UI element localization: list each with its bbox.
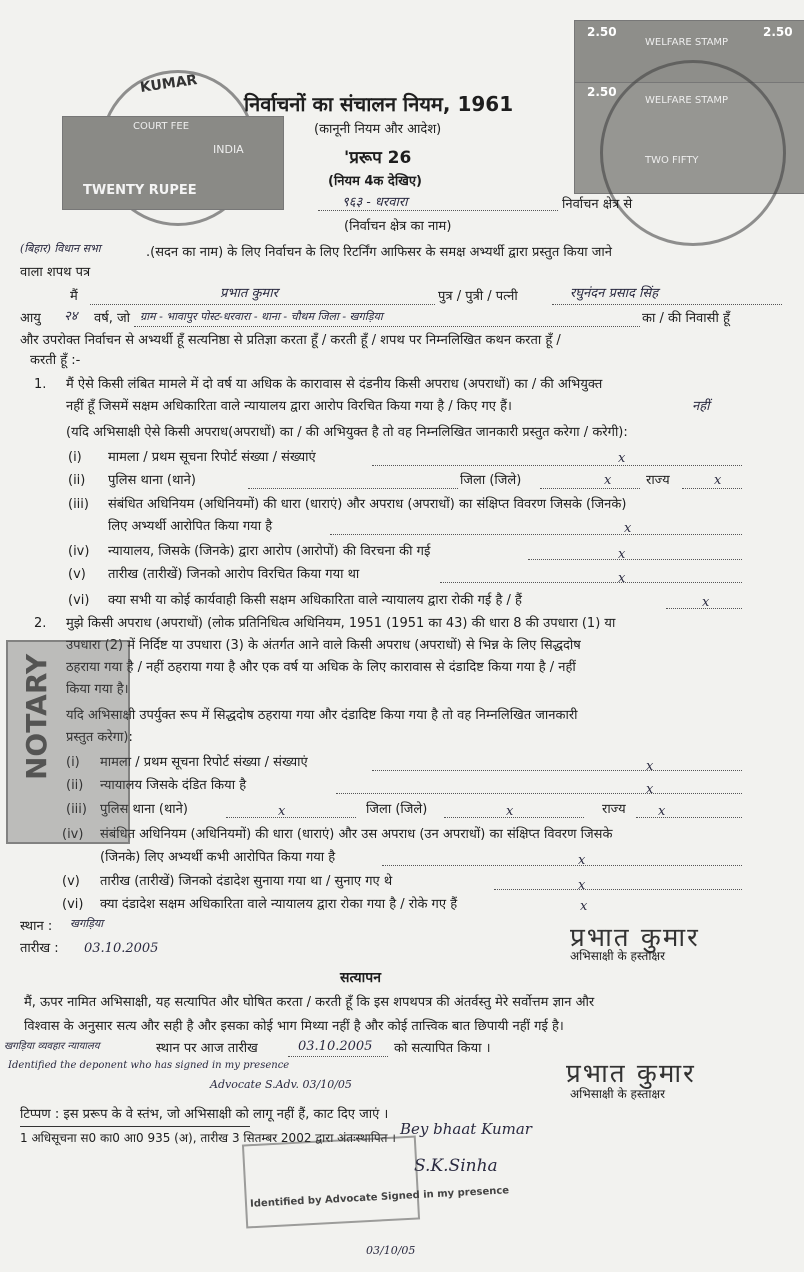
seal-name: KUMAR [139, 72, 199, 96]
para2-text3: ठहराया गया है / नहीं ठहराया गया है और एक वर्ष या अधिक के लिए कारावास से दंडादिष्ट किया गया है / नहीं [66, 660, 576, 675]
p1-i-num: (i) [68, 450, 82, 465]
para2-text2: उपधारा (2) में निर्दिष्ट या उपधारा (3) के अंतर्गत आने वाले किसी अपराध (अपराधों) से भिन्न के लिए सिद्धदोष [66, 638, 581, 653]
welfare-two: TWO FIFTY [645, 155, 699, 166]
para2-text6: प्रस्तुत करेगा): [66, 730, 133, 745]
court-fee-country: INDIA [213, 143, 244, 156]
verification-date: 03.10.2005 [298, 1039, 373, 1054]
p1-i-mark: x [618, 451, 626, 466]
relation-label: पुत्र / पुत्री / पत्नी [438, 289, 518, 304]
p2-i-mark: x [646, 759, 654, 774]
place-label: स्थान : [20, 919, 53, 934]
p2-iv-num: (iv) [62, 827, 84, 842]
p1-v-text: तारीख (तारीखें) जिनको आरोप विरचित किया गया था [108, 567, 360, 582]
p2-ii-line [336, 793, 742, 794]
identified-note: Identified the deponent who has signed in my presence [8, 1060, 290, 1071]
p2-iii-district: जिला (जिले) [366, 802, 428, 817]
constituency-label: (निर्वाचन क्षेत्र का नाम) [344, 219, 452, 234]
house-value: (बिहार) विधान सभा [20, 242, 101, 255]
signature-2-label: अभिसाक्षी के हस्ताक्षर [570, 1087, 665, 1101]
p1-ii-state: राज्य [646, 473, 670, 488]
address-value: ग्राम - भावापुर पोस्ट-धरवारा - थाना - चौथम जिला - खगड़िया [140, 310, 383, 323]
footer-footnote: 1 अधिसूचना स0 का0 आ0 935 (अ), तारीख 3 सितम्बर 2002 द्वारा अंतःस्थापित । [20, 1131, 396, 1145]
para2-text1: मुझे किसी अपराध (अपराधों) (लोक प्रतिनिधित्व अधिनियम, 1951 (1951 का 43) की धारा 8 की उपधारा (1) या [66, 616, 616, 631]
p2-i-text: मामला / प्रथम सूचना रिपोर्ट संख्या / संख्याएं [100, 755, 308, 770]
p2-iii-mark1: x [278, 804, 286, 819]
footer-rule [20, 1126, 250, 1127]
verification-text2: विश्वास के अनुसार सत्य और सही है और इसका कोई भाग मिथ्या नहीं है और कोई तात्त्विक बात छिपायी नहीं गई है। [24, 1019, 564, 1034]
verification-text3b: को सत्यापित किया । [394, 1041, 491, 1056]
para1-number: 1. [34, 377, 47, 392]
p2-iii-text: पुलिस थाना (थाने) [100, 802, 188, 817]
p1-ii-text: पुलिस थाना (थाने) [108, 473, 196, 488]
p1-vi-num: (vi) [68, 593, 90, 608]
date-value: 03.10.2005 [84, 941, 159, 956]
p1-i-text: मामला / प्रथम सूचना रिपोर्ट संख्या / संख्याएं [108, 450, 316, 465]
p2-vi-text: क्या दंडादेश सक्षम अधिकारिता वाले न्यायालय द्वारा रोका गया है / रोके गए हैं [100, 897, 458, 912]
p1-ii-mark2: x [714, 473, 722, 488]
p1-v-num: (v) [68, 567, 86, 582]
p1-ii-district: जिला (जिले) [460, 473, 522, 488]
para1-text2: नहीं हूँ जिसमें सक्षम अधिकारिता वाले न्यायालय द्वारा आरोप विरचित किया गया है / किए गए हैं। [66, 399, 512, 414]
p1-iii-text2: लिए अभ्यर्थी आरोपित किया गया है [108, 519, 273, 534]
age-suffix: वर्ष, जो [94, 311, 131, 326]
para2-text4: किया गया है। [66, 682, 129, 697]
advocate-date: 03/10/05 [366, 1244, 416, 1257]
affirm-line: और उपरोक्त निर्वाचन से अभ्यर्थी हूँ सत्यनिष्ठा से प्रतिज्ञा करता हूँ / करती हूँ / शपथ पर निम्नलिखित कथन करता हूँ / [20, 333, 561, 348]
p1-iv-text: न्यायालय, जिसके (जिनके) द्वारा आरोप (आरोपों) की विरचना की गई [108, 544, 431, 559]
para1-nahi: नहीं [692, 399, 710, 414]
intro-line1: .(सदन का नाम) के लिए निर्वाचन के लिए रिटर्निंग आफिसर के समक्ष अभ्यर्थी द्वारा प्रस्तुत किया जाने [146, 245, 612, 260]
welfare-label-2: WELFARE STAMP [645, 95, 729, 106]
p1-ii-mark1: x [604, 473, 612, 488]
verification-heading: सत्यापन [340, 970, 381, 986]
p2-ii-text: न्यायालय जिसके दंडित किया है [100, 778, 247, 793]
verification-text3a: स्थान पर आज तारीख [156, 1041, 258, 1056]
p2-iii-num: (iii) [66, 802, 87, 817]
p2-v-line [494, 889, 742, 890]
p1-iii-num: (iii) [68, 497, 89, 512]
verification-date-line [288, 1056, 388, 1057]
p2-i-num: (i) [66, 755, 80, 770]
footer-note: टिप्पण : इस प्ररूप के वे स्तंभ, जो अभिसाक्षी को लागू नहीं हैं, काट दिए जाएं । [20, 1107, 389, 1122]
p1-iii-text: संबंधित अधिनियम (अधिनियमों) की धारा (धाराएं) और अपराध (अपराधों) का संक्षिप्त विवरण जिसके (जिनके) [108, 497, 627, 512]
p1-vi-text: क्या सभी या कोई कार्यवाही किसी सक्षम अधिकारिता वाले न्यायालय द्वारा रोकी गई है / हैं [108, 593, 522, 608]
p2-vi-num: (vi) [62, 897, 84, 912]
notary-vertical: NOTARY [20, 653, 53, 780]
father-value: रघुनंदन प्रसाद सिंह [570, 286, 659, 301]
name-value: प्रभात कुमार [220, 286, 278, 301]
p1-iv-line [528, 559, 742, 560]
p1-ii-num: (ii) [68, 473, 86, 488]
verification-place: खगड़िया व्यवहार न्यायालय [4, 1041, 100, 1052]
p2-iv-text: संबंधित अधिनियम (अधिनियमों) की धारा (धाराएं) और उस अपराध (उन अपराधों) का संक्षिप्त विवरण जिसके [100, 827, 613, 842]
signature-1: प्रभात कुमार [570, 923, 700, 953]
p2-iii-mark3: x [658, 804, 666, 819]
notary-seal-right [600, 60, 786, 246]
age-label: आयु [20, 311, 41, 326]
address-line [134, 326, 640, 327]
father-line [552, 304, 782, 305]
p2-iii-state-line [636, 817, 742, 818]
p2-vi-mark: x [580, 899, 588, 914]
p2-i-line [372, 770, 742, 771]
affirm-line2: करती हूँ :- [30, 353, 81, 368]
p2-ii-mark: x [646, 782, 654, 797]
p2-v-mark: x [578, 878, 586, 893]
p1-vi-mark: x [702, 595, 710, 610]
rule-reference: (नियम 4क देखिए) [328, 174, 422, 189]
court-fee-stamp [62, 116, 284, 210]
p1-ii-state-line [682, 488, 742, 489]
p1-i-line [372, 465, 742, 466]
p1-iv-mark: x [618, 547, 626, 562]
verification-text1: मैं, ऊपर नामित अभिसाक्षी, यह सत्यापित और घोषित करता / करती हूँ कि इस शपथपत्र की अंतर्वस्तु मेरे सर्वोत्तम ज्ञान और [24, 995, 595, 1010]
welfare-value-1b: 2.50 [763, 25, 793, 39]
constituency-stamp: निर्वाचन क्षेत्र से [562, 197, 633, 212]
p2-iv-line [382, 865, 742, 866]
p1-v-line [440, 582, 742, 583]
para2-text5: यदि अभिसाक्षी उपर्युक्त रूप में सिद्धदोष ठहराया गया और दंडादिष्ट किया गया है तो वह निम्नलिखित जानकारी [66, 708, 578, 723]
para1-text3: (यदि अभिसाक्षी ऐसे किसी अपराध(अपराधों) का / की अभियुक्त है तो वह निम्नलिखित जानकारी प्रस्तुत करेगा / करेगी): [66, 425, 628, 440]
p1-ii-district-line [540, 488, 640, 489]
p2-iii-state: राज्य [602, 802, 626, 817]
welfare-label-1: WELFARE STAMP [645, 37, 729, 48]
place-value: खगड़िया [70, 917, 104, 930]
constituency-value: ९६३ - धरवारा [342, 195, 408, 210]
p2-iii-line [226, 817, 356, 818]
p2-v-num: (v) [62, 874, 80, 889]
p2-ii-num: (ii) [66, 778, 84, 793]
welfare-value-2: 2.50 [587, 85, 617, 99]
notary-box-bottom [242, 1136, 420, 1229]
intro-line2: वाला शपथ पत्र [20, 265, 91, 280]
para2-number: 2. [34, 616, 47, 631]
court-fee-amount: TWENTY RUPEE [83, 183, 197, 198]
p1-ii-line [248, 488, 458, 489]
footer-name: Bey bhaat Kumar [400, 1120, 532, 1138]
subtitle: (कानूनी नियम और आदेश) [314, 122, 442, 137]
p1-v-mark: x [618, 571, 626, 586]
age-value: २४ [64, 309, 78, 324]
page-title: निर्वाचनों का संचालन नियम, 1961 [244, 92, 514, 116]
welfare-value-1: 2.50 [587, 25, 617, 39]
para1-text1: मैं ऐसे किसी लंबित मामले में दो वर्ष या अधिक के कारावास से दंडनीय किसी अपराध (अपराधों) का / की अभियुक्त [66, 377, 603, 392]
form-number: 'प्ररूप 26 [344, 148, 412, 168]
p2-iii-mark2: x [506, 804, 514, 819]
p1-iii-line [330, 534, 742, 535]
p2-iv-mark: x [578, 853, 586, 868]
p1-iv-num: (iv) [68, 544, 90, 559]
footer-sig2: S.K.Sinha [414, 1156, 498, 1176]
p2-iii-district-line [444, 817, 584, 818]
advocate-sign: Advocate S.Adv. 03/10/05 [210, 1078, 352, 1091]
p2-iv-text2: (जिनके) लिए अभ्यर्थी कभी आरोपित किया गया है [100, 850, 336, 865]
signature-2: प्रभात कुमार [566, 1059, 696, 1089]
name-prefix: मैं [70, 289, 78, 304]
name-line [90, 304, 435, 305]
court-fee-top: COURT FEE [133, 121, 190, 132]
signature-1-label: अभिसाक्षी के हस्ताक्षर [570, 949, 665, 963]
date-label: तारीख : [20, 941, 59, 956]
p2-v-text: तारीख (तारीखें) जिनको दंडादेश सुनाया गया था / सुनाए गए थे [100, 874, 393, 889]
p1-iii-mark: x [624, 521, 632, 536]
resident-label: का / की निवासी हूँ [642, 311, 730, 326]
notary-stamp-text: Identified by Advocate Signed in my presence [249, 1185, 510, 1210]
